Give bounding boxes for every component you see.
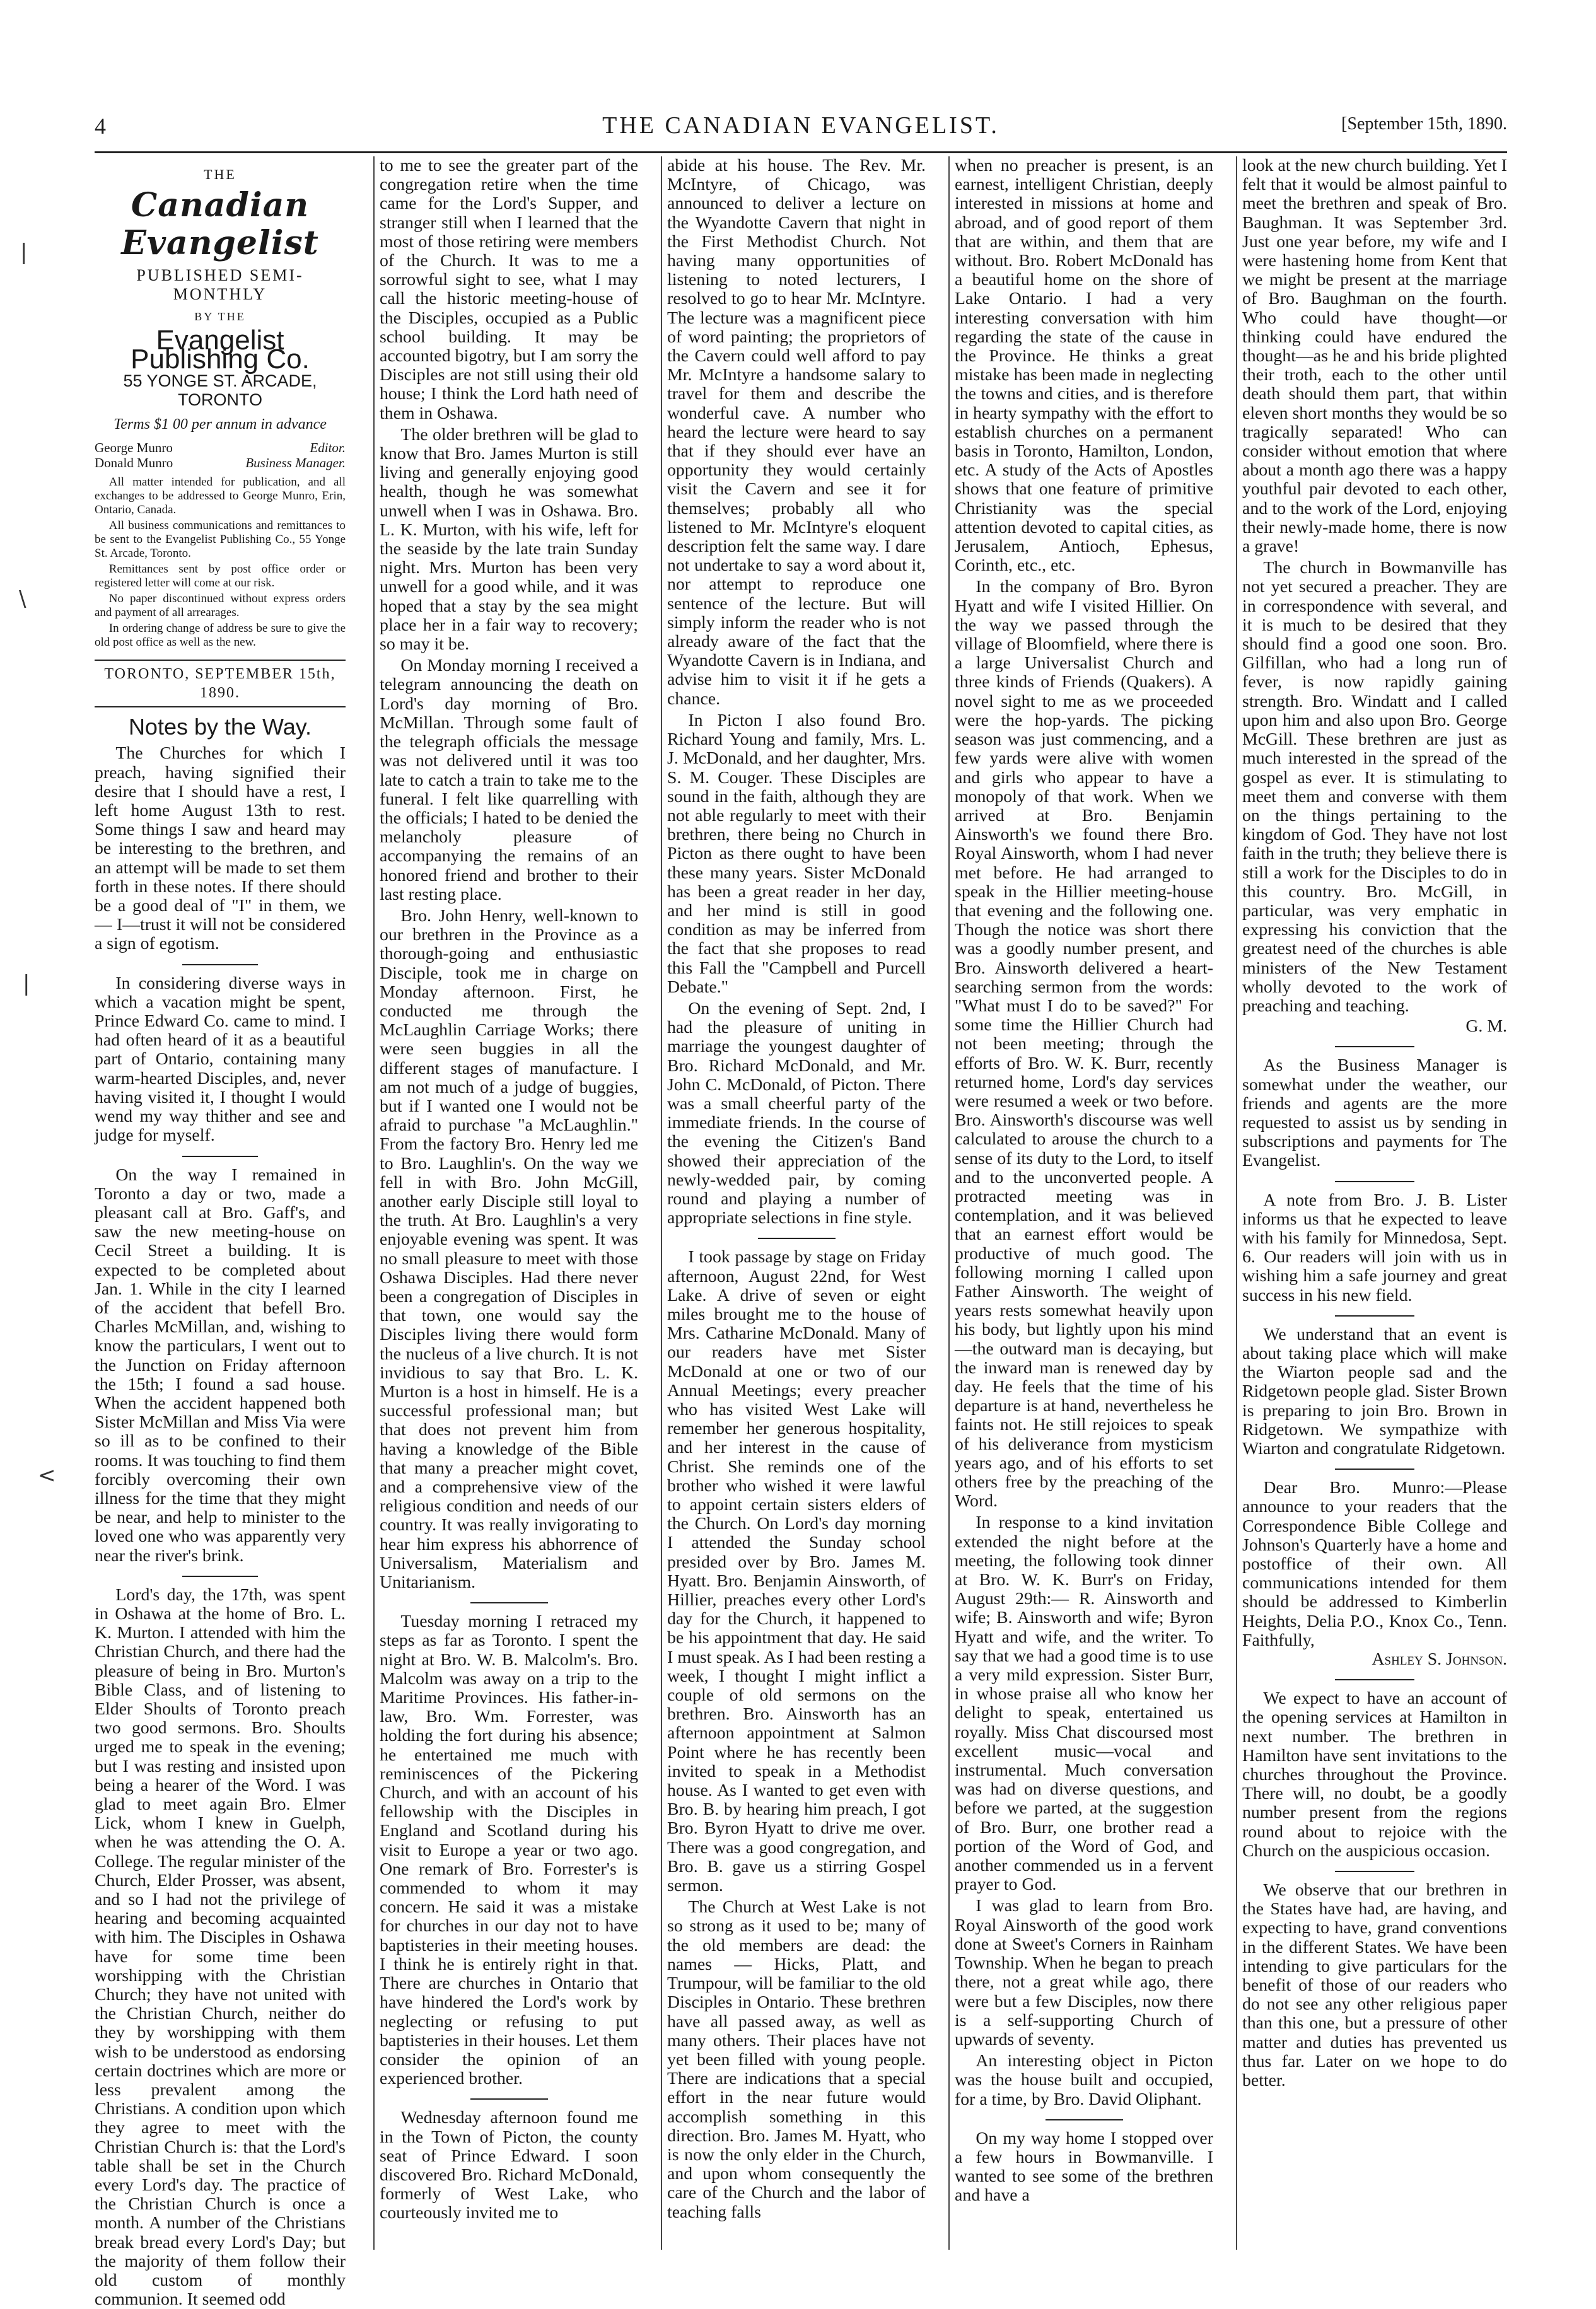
staff-role: Editor.: [310, 439, 346, 455]
paragraph-rule: [470, 2098, 548, 2100]
staff-name: Donald Munro: [95, 455, 173, 470]
newspaper-title: THE CANADIAN EVANGELIST.: [602, 112, 999, 139]
paragraph-rule: [1335, 1871, 1414, 1872]
pencil-mark-icon: |: [23, 971, 30, 996]
staff-row: [95, 440, 346, 455]
article-paragraph: I took passage by stage on Friday afternoon, August 22nd, for West Lake. A drive of seven or eight miles brought me to the house of Mrs. Catharine McDonald. Many of our readers have met Sister McDonald at one or two of our Annual Meetings; every preacher who has visited West Lake will remember her generous hospitality, and her interest in the cause of Christ. She reminds one of the brother who wished it were lawful to appoint certain sisters elders of the Church. On Lord's day morning I attended the Sunday school presided over by Bro. James M. Hyatt. Bro. Benjamin Ainsworth, of Hillier, preaches every other Lord's day for the Church, it happened to be his appointment that day. He said I must speak. As I had been resting a week, I thought I might inflict a couple of old sermons on the brethren. Bro. Ainsworth has an afternoon appointment at Salmon Point where he has recently been invited to speak in a Methodist house. As I wanted to get even with Bro. B. by hearing him preach, I got Bro. Byron Hyatt to drive me over. There was a good congregation, and Bro. B. gave us a stirring Gospel sermon.: [667, 1247, 926, 1896]
masthead-the: THE: [204, 166, 236, 182]
article-paragraph: The Church at West Lake is not so strong as it used to be; many of the old members are dead: the names — Hicks, Platt, and Trumpour, will be familiar to the old Disciples in Ontario. These brethren have all passed away, as well as many others. Their places have not yet been filled with young people. There are indications that a special effort in the near future would accomplish something in this direction. Bro. James M. Hyatt, who is now the only elder in the Church, and upon whom consequently the care of the Church and the labor of teaching falls: [667, 1897, 926, 2222]
article-paragraph: abide at his house. The Rev. Mr. McIntyre, of Chicago, was announced to deliver a lecture on the Wyandotte Cavern that night in the First Methodist Church. Not having many opportunities of listening to noted lecturers, I resolved to go to hear Mr. McIntyre. The lecture was a magnificent piece of word painting; the proprietors of the Cavern could well afford to pay Mr. McIntyre a handsome salary to travel for them and describe the wonderful cave. A number who heard the lecture were heard to say that if they should ever have an opportunity they would certainly visit the Cavern and see it for themselves; probably all who listened to Mr. McIntyre's eloquent description felt the same way. I dare not undertake to say a word about it, nor attempt to reproduce one sentence of the lecture. But will simply inform the reader who is not already aware of the fact that the Wyandotte Cavern is in Indiana, and advise him to visit it if he gets a chance.: [667, 156, 926, 709]
notice: No paper discontinued without express orders and payment of all arrearages.: [95, 591, 346, 619]
article-paragraph: The older brethren will be glad to know that Bro. James Murton is still living and generally enjoying good health, though he was somewhat unwell when I was in Oshawa. Bro. L. K. Murton, with his wife, left for the seaside by the late train Sunday night. Mrs. Murton has been very unwell for a good while, and it was hoped that a stay by the sea might place her in a fair way to recovery; so may it be.: [380, 424, 638, 654]
pencil-mark-icon: \: [19, 586, 26, 612]
column-divider: [661, 156, 662, 2250]
column-divider: [948, 156, 950, 2250]
paragraph-rule: [1335, 1469, 1414, 1470]
article-paragraph: Tuesday morning I retraced my steps as far as Toronto. I spent the night at Bro. W. B. Malcolm's. Bro. Malcolm was away on a trip to the Maritime Provinces. His father-in-law, Bro. Wm. Forrester, was holding the fort during his absence; he entertained me much with reminiscences of the Pickering Church, and with an account of his fellowship with the Disciples in England and Scotland during his visit to Europe a year or two ago. One remark of Bro. Forrester's is commended to whom it may concern. He said it was a mistake for churches in our day not to have baptisteries in their meeting houses. I think he is entirely right in that. There are churches in Ontario that have hindered the Lord's work by neglecting or refusing to put baptisteries in their houses. Let them consider the opinion of an experienced brother.: [380, 1612, 638, 2089]
masthead-terms: Terms $1 00 per annum in advance: [114, 416, 327, 433]
article-paragraph: Wednesday afternoon found me in the Town of Picton, the county seat of Prince Edward. I soon discovered Bro. Richard McDonald, formerly of West Lake, who courteously invited me to: [380, 2108, 638, 2223]
notice: In ordering change of address be sure to give the old post office as well as the new.: [95, 621, 346, 649]
paragraph-rule: [1335, 1679, 1414, 1680]
signature-letter: Ashley S. Johnson.: [1372, 1649, 1507, 1670]
article-paragraph: A note from Bro. J. B. Lister informs us that he expected to leave with his family for Minnedosa, Sept. 6. Our readers will join with us in wishing him a safe journey and great success in his new field.: [1242, 1190, 1507, 1305]
article-paragraph: On the evening of Sept. 2nd, I had the pleasure of uniting in marriage the youngest daughter of Bro. Richard McDonald, and Mr. John C. McDonald, of Picton. There was a small cheerful party of the immediate friends. In the course of the evening the Citizen's Band showed their appreciation of the newly-wedded pair, by coming round and playing a number of appropriate selections in fine style.: [667, 998, 926, 1228]
page-number: 4: [95, 113, 106, 139]
column-3: [667, 156, 926, 2250]
column-divider: [373, 156, 375, 2250]
column-5: [1242, 156, 1507, 2250]
paragraph-rule: [1046, 2119, 1123, 2120]
article-paragraph: As the Business Manager is somewhat under the weather, our friends and agents are the more requested to assist us by sending in subscriptions and payments for The Evangelist.: [1242, 1056, 1507, 1171]
article-paragraph: An interesting object in Picton was the house built and occupied, for a time, by Bro. David Oliphant.: [955, 2051, 1213, 2109]
paragraph-rule: [182, 1156, 257, 1157]
column-divider: [1236, 156, 1237, 2250]
article-paragraph: when no preacher is present, is an earnest, intelligent Christian, deeply interested in missions at home and abroad, and of good report of them that are within, and them that are without. Bro. Robert McDonald has a beautiful home on the shore of Lake Ontario. I had a very interesting conversation with him regarding the state of the cause in the Province. He thinks a great mistake has been made in neglecting the towns and cities, and is therefore in hearty sympathy with the effort to establish churches on a permanent basis in Toronto, Hamilton, London, etc. A study of the Acts of Apostles shows that one feature of primitive Christianity was the special attention devoted to capital cities, as Jerusalem, Antioch, Ephesus, Corinth, etc., etc.: [955, 156, 1213, 576]
article-paragraph: to me to see the greater part of the congregation retire when the time came for the Lord's Supper, and stranger still when I learned that the most of those retiring were members of the Church. It was to me a sorrowful sight to see, what I may call the historic meeting-house of the Disciples, occupied as a Public school building. It may be accounted bigotry, but I am sorry the Disciples are not still using their old house; I think the Lord hath need of them in Oshawa.: [380, 156, 638, 423]
column-1: [95, 156, 346, 2309]
paragraph-rule: [1335, 1046, 1414, 1047]
paragraph-rule: [182, 964, 257, 965]
publication-notices: [95, 475, 346, 649]
article-paragraph: In Picton I also found Bro. Richard Young and family, Mrs. L. J. McDonald, and her daughter, Mrs. S. M. Couger. These Disciples are sound in the faith, although they are not able regularly to meet with their brethren, there being no Church in Picton as there ought to have been these many years. Sister McDonald has been a great reader in her day, and her mind is still in good condition as may be inferred from the fact that she proposes to read this Fall the "Campbell and Purcell Debate.": [667, 710, 926, 997]
paragraph-rule: [1335, 1181, 1414, 1182]
article-paragraph: On Monday morning I received a telegram announcing the death on Lord's day morning of Bro. McMillan. Through some fault of the telegraph officials the message was not delivered until it was too late to catch a train to take me to the funeral. I felt like quarrelling with the officials; I hated to be denied the melancholy pleasure of accompanying the remains of an honored friend and brother to their last resting place.: [380, 656, 638, 904]
pencil-mark-icon: <: [38, 1463, 56, 1488]
article-paragraph: We observe that our brethren in the States have had, are having, and expecting to have, grand conventions in the different States. We have been intending to give particulars for the benefit of those of our readers who do not see any other religious paper than this one, but a pressure of other matter and duties has prevented us thus far. Later on we hope to do better.: [1242, 1880, 1507, 2091]
article-paragraph: The Churches for which I preach, having signified their desire that I should have a rest, I left home August 13th to rest. Some things I saw and heard may be interesting to the brethren, and an attempt will be made to set them forth in these notes. If there should be a good deal of "I" in them, we — I—trust it will not be considered a sign of egotism.: [95, 743, 346, 954]
staff-role: Business Manager.: [245, 455, 346, 470]
header-rule: [95, 151, 1507, 153]
article-paragraph: The church in Bowmanville has not yet secured a preacher. They are in correspondence with several, and it is much to be desired that they should find a good one soon. Bro. Gilfillan, who had a long run of fever, is now rapidly gaining strength. Bro. Windatt and I called upon him and also upon Bro. George McGill. These brethren are just as much interested in the spread of the gospel as ever. It is stimulating to meet them and converse with them on the things pertaining to the kingdom of God. They have not lost faith in the truth; they believe there is still a work for the Disciples to do in this country. Bro. McGill, in particular, was very emphatic in expressing his conviction that the greatest need of the churches is able ministers of the New Testament wholly devoted to the work of preaching and teaching.: [1242, 558, 1507, 1016]
masthead-by: BY THE: [194, 310, 246, 323]
notice: All matter intended for publication, and all exchanges to be addressed to George Munro, Erin, Ontario, Canada.: [95, 475, 346, 516]
notice: Remittances sent by post office order or registered letter will come at our risk.: [95, 562, 346, 590]
pencil-mark-icon: |: [20, 240, 28, 265]
dateline: TORONTO, SEPTEMBER 15th, 1890.: [95, 660, 346, 707]
article-paragraph: I was glad to learn from Bro. Royal Ainsworth of the good work done at Sweet's Corners in Rainham Township. When he began to preach there, not a great while ago, there were but a few Disciples, now there is a self-supporting Church of upwards of seventy.: [955, 1896, 1213, 2049]
paragraph-rule: [182, 1576, 257, 1577]
columns: [95, 156, 1507, 2309]
article-paragraph: In considering diverse ways in which a vacation might be spent, Prince Edward Co. came to mind. I had often heard of it as a beautiful part of Ontario, containing many warm-hearted Disciples, and, never having visited it, I thought I would wend my way thither and see and judge for myself.: [95, 973, 346, 1146]
article-paragraph: Bro. John Henry, well-known to our brethren in the Province as a thorough-going and enthusiastic Disciple, took me in charge on Monday afternoon. First, he conducted me through the McLaughlin Carriage Works; there were seen buggies in all the different stages of manufacture. I am not much of a judge of buggies, but if I wanted one I would not be afraid to purchase "a McLaughlin." From the factory Bro. Henry led me to Bro. Laughlin's. On the way we fell in with Bro. John McGill, another early Disciple still loyal to the truth. At Bro. Laughlin's a very enjoyable evening was spent. It was no small pleasure to meet with those Oshawa Disciples. Had there never been a congregation of Disciples in that town, one would say the Disciples living there would form the nucleus of a live church. It is not invidious to say that Bro. L. K. Murton is a host in himself. He is a successful professional man; but that does not prevent him from having a knowledge of the Bible that many a preacher might covet, and a comprehensive view of the religious condition and needs of our country. It was really invigorating to hear him express his abhorrence of Universalism, Materialism and Unitarianism.: [380, 905, 638, 1593]
article-paragraph: In the company of Bro. Byron Hyatt and wife I visited Hillier. On the way we passed through the village of Bloomfield, where there is a large Universalist Church and three kinds of Friends (Quakers). A novel sight to me as we proceeded were the hop-yards. The picking season was just commencing, and a few yards were alive with women and girls who appear to have a monopoly of that work. When we arrived at Bro. Benjamin Ainsworth's we found there Bro. Royal Ainsworth, whom I had never met before. He had arranged to speak in the Hillier meeting-house that evening and the following one. Though the notice was short there was a goodly number present, and Bro. Ainsworth delivered a heart-searching sermon from the words: "What must I do to be saved?" For some time the Hillier Church had not been meeting; through the efforts of Bro. W. K. Burr, recently returned home, Lord's day services were resumed a week or two before. Bro. Ainsworth's discourse was well calculated to arouse the church to a sense of its duty to the Lord, to itself and to the unconverted people. A protracted meeting was in contemplation, and it was believed that an earnest effort would be productive of much good. The following morning I called upon Father Ainsworth. The weight of years rests somewhat heavily upon his body, but lightly upon his mind—the outward man is decaying, but the inward man is renewed day by day. He feels that the time of his departure is at hand, nevertheless he faints not. He still rejoices to speak of his deliverance from mysticism years ago, and of his efforts to set others free by the preaching of the Word.: [955, 577, 1213, 1511]
issue-date: [September 15th, 1890.: [1341, 114, 1507, 134]
article-paragraph: look at the new church building. Yet I felt that it would be almost painful to meet the brethren and speak of Bro. Baughman. It was September 3rd. Just one year before, my wife and I were hastening home from Kent that we might be present at the marriage of Bro. Baughman on the fourth. Who could have thought—or thinking could have endured the thought—as he and his bride plighted their troth, each to the other until death should them part, that within eleven short months they would be so tragically separated! Who can consider without emotion that where about a month ago there was a happy youthful pair devoted to each other, and to the work of the Lord, enjoying their newly-made home, there is now a grave!: [1242, 156, 1507, 557]
article-paragraph: In response to a kind invitation extended the night before at the meeting, the following took dinner at Bro. W. K. Burr's on Friday, August 29th:— R. Ainsworth and wife; B. Ainsworth and wife; Byron Hyatt and wife, and the writer. To say that we had a good time is to use a very mild expression. Sister Burr, in whose praise all who know her delight to speak, entertained us royally. Miss Chat discoursed most excellent music—vocal and instrumental. Much conversation was had on diverse questions, and before we parted, at the suggestion of Bro. Burr, one brother read a portion of the Word of God, and another commended us in a fervent prayer to God.: [955, 1513, 1213, 1895]
signature-editor: G. M.: [1465, 1016, 1507, 1037]
staff-name: George Munro: [95, 439, 173, 455]
staff-row: [95, 455, 346, 470]
page-header: [95, 110, 1507, 146]
article-paragraph: Dear Bro. Munro:—Please announce to your readers that the Correspondence Bible College and Johnson's Quarterly have a home and postoffice of their own. All communications intended for them should be addressed to Kimberlin Heights, Delia P.O., Knox Co., Tenn. Faithfully,: [1242, 1478, 1507, 1650]
article-paragraph: We understand that an event is about taking place which will make the Wiarton people sad and the Ridgetown people glad. Sister Brown is preparing to join Bro. Brown in Ridgetown. We sympathize with Wiarton and congratulate Ridgetown.: [1242, 1324, 1507, 1458]
column-2: [380, 156, 638, 2250]
paragraph-rule: [758, 1238, 836, 1239]
masthead-published: PUBLISHED SEMI-MONTHLY: [136, 266, 304, 304]
masthead: [95, 165, 346, 434]
masthead-company: Evangelist Publishing Co.: [131, 324, 310, 375]
article-paragraph: We expect to have an account of the opening services at Hamilton in next number. The brethren in Hamilton have sent invitations to the churches throughout the Province. There will, no doubt, be a goodly number present from the regions round about to rejoice with the Church on the auspicious occasion.: [1242, 1689, 1507, 1861]
column-4: [955, 156, 1213, 2250]
masthead-address: 55 YONGE ST. ARCADE, TORONTO: [123, 371, 317, 410]
staff-list: [95, 440, 346, 470]
masthead-title: Canadian Evangelist: [121, 186, 319, 263]
section-title: Notes by the Way.: [128, 714, 312, 740]
paragraph-rule: [470, 1602, 548, 1603]
article-paragraph: On the way I remained in Toronto a day or two, made a pleasant call at Bro. Gaff's, and saw the new meeting-house on Cecil Street a building. It is expected to be completed about Jan. 1. While in the city I learned of the accident that befell Bro. Charles McMillan, and, wishing to know the particulars, I went out to the Junction on Friday afternoon the 15th; I found a sad house. When the accident happened both Sister McMillan and Miss Via were so ill as to be confined to their rooms. It was touching to find them forcibly overcoming their own illness for the time that they might be near, and help to minister to the loved one who was apparently very near the river's brink.: [95, 1165, 346, 1566]
notice: All business communications and remittances to be sent to the Evangelist Publishing Co., 55 Yonge St. Arcade, Toronto.: [95, 518, 346, 560]
article-paragraph: On my way home I stopped over a few hours in Bowmanville. I wanted to see some of the brethren and have a: [955, 2128, 1213, 2206]
paragraph-rule: [1335, 1315, 1414, 1317]
article-paragraph: Lord's day, the 17th, was spent in Oshawa at the home of Bro. L. K. Murton. I attended with him the Christian Church, and there had the pleasure of being in Bro. Murton's Bible Class, and of listening to Elder Shoults of Toronto preach two good sermons. Bro. Shoults urged me to speak in the evening; but I was resting and insisted upon being a hearer of the Word. I was glad to meet again Bro. Elmer Lick, whom I knew in Guelph, when he was attending the O. A. College. The regular minister of the Church, Elder Prosser, was absent, and so I had not the privilege of hearing and becoming acquainted with him. The Disciples in Oshawa have for some time been worshipping with the Christian Church; they have not united with the Christian Church, neither do they by worshipping with them wish to be understood as endorsing certain doctrines which are more or less prevalent among the Christians. A condition upon which they agree to meet with the Christian Church is: that the Lord's table shall be set in the Church every Lord's day. The practice of the Christian Church is once a month. A number of the Christians break bread every Lord's Day; but the majority of them follow their old custom of monthly communion. It seemed odd: [95, 1585, 346, 2309]
